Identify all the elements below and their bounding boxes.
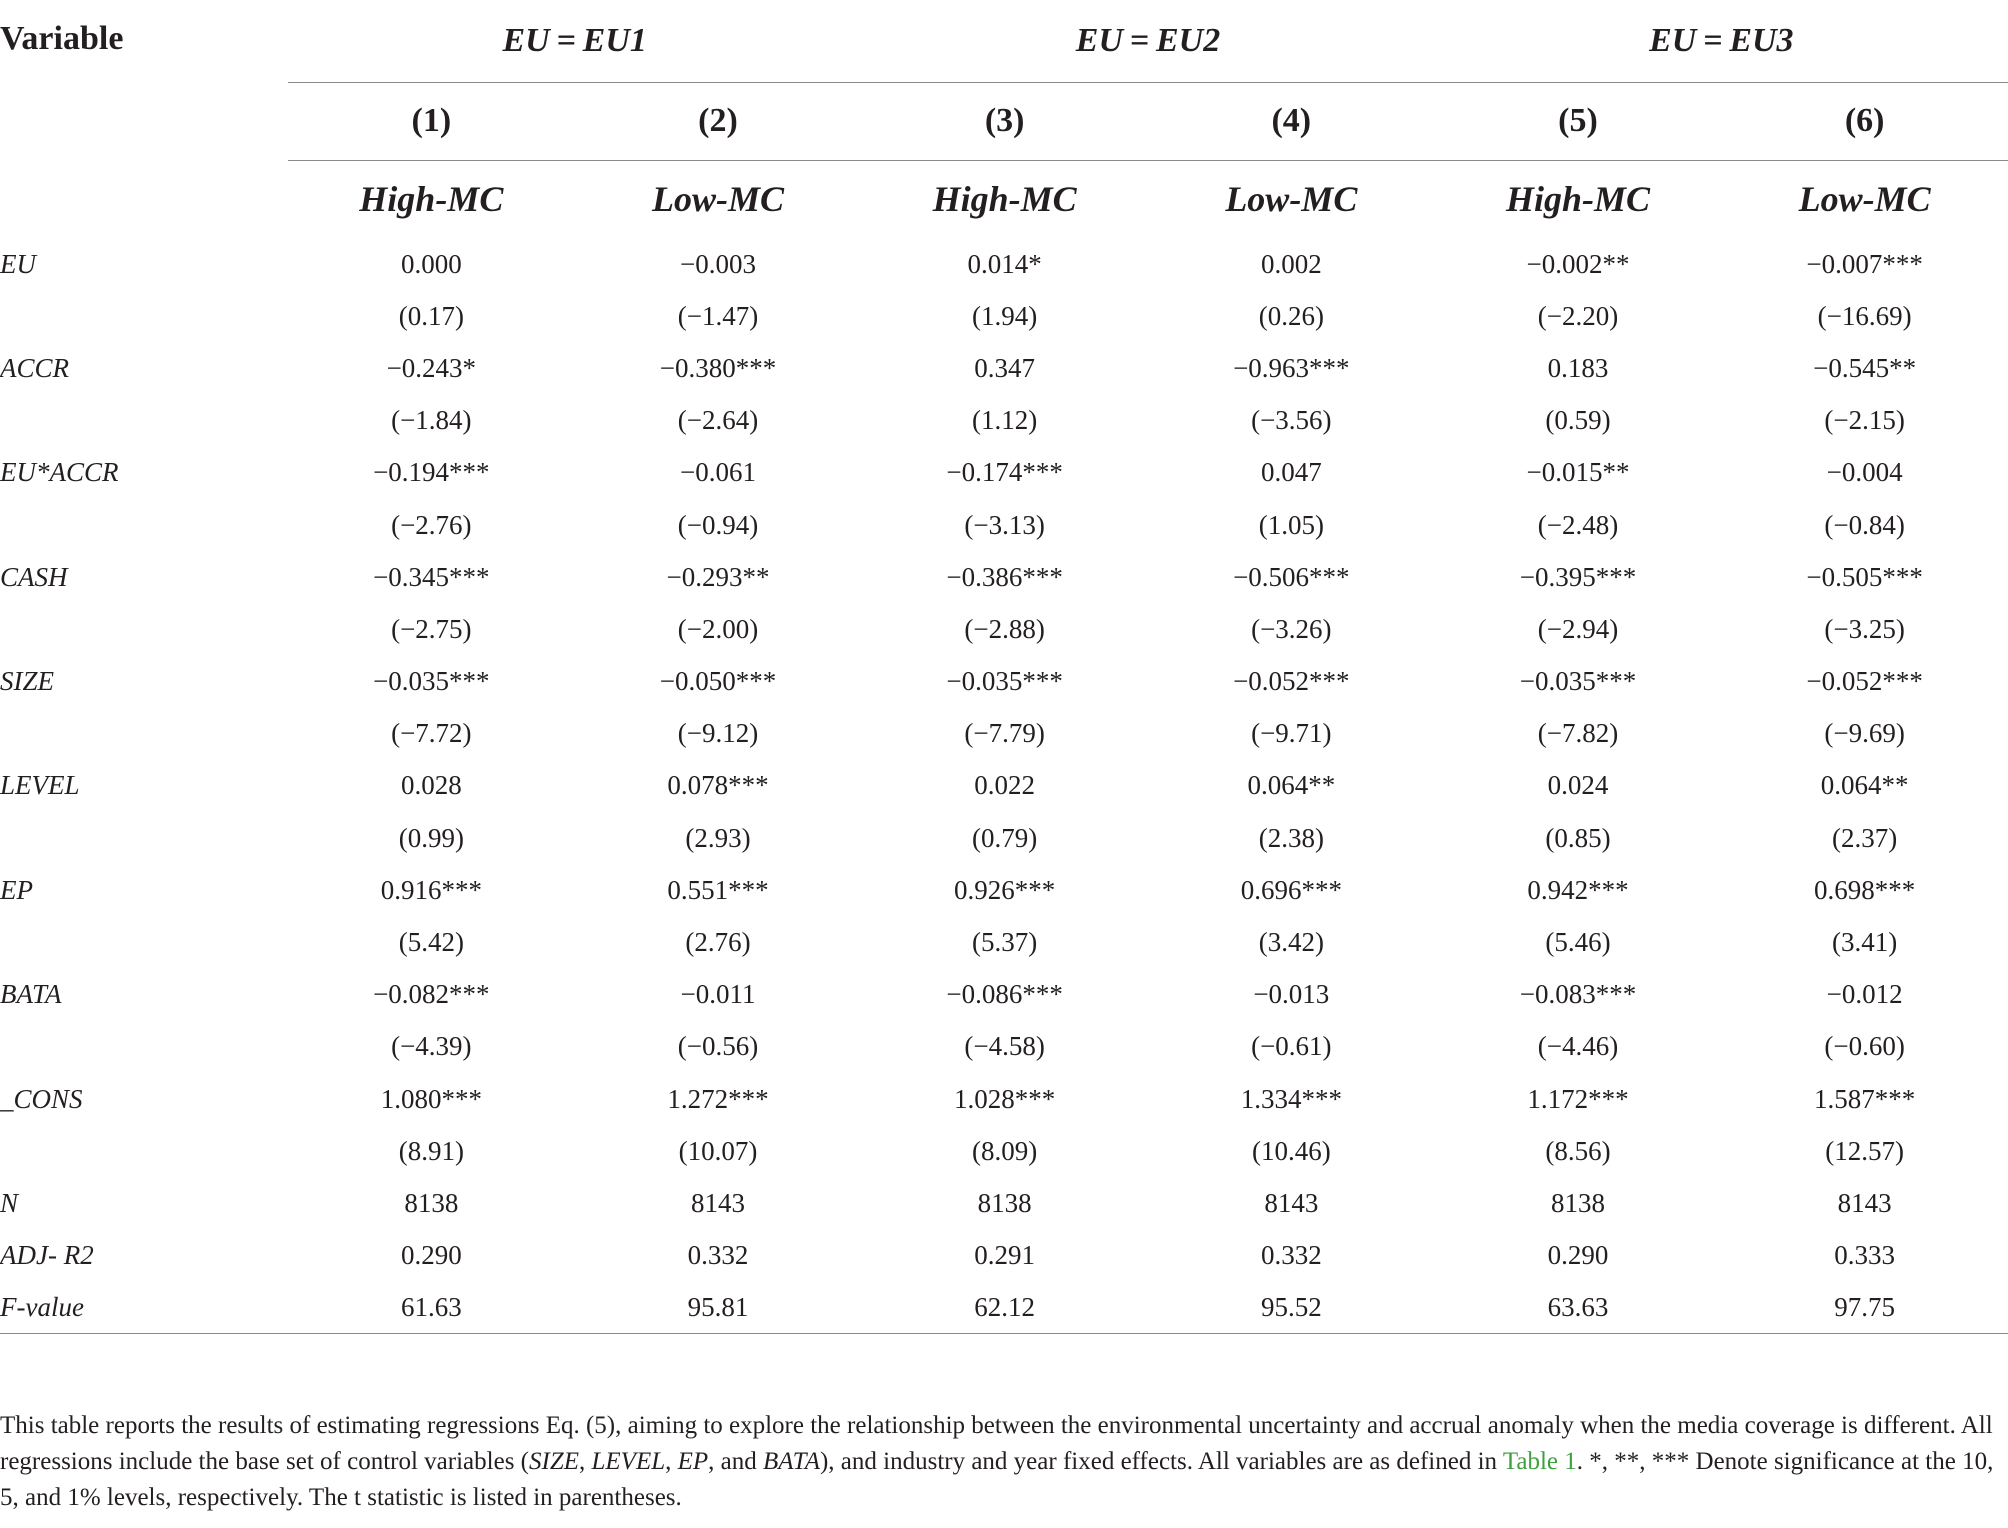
table-1-link[interactable]: Table 1 xyxy=(1502,1448,1577,1475)
table-cell: (1.94) xyxy=(972,300,1038,331)
row-variable-name: ACCR xyxy=(0,352,70,383)
table-cell: −0.082*** xyxy=(373,979,490,1010)
table-cell: (10.46) xyxy=(1251,1135,1331,1166)
table-cell: (−4.46) xyxy=(1537,1031,1619,1062)
table-body xyxy=(0,238,2008,1334)
table-cell: (0.26) xyxy=(1258,300,1324,331)
column-label-1: High-MC xyxy=(359,179,504,220)
footnote-var-size: SIZE xyxy=(529,1448,579,1475)
table-cell: (5.46) xyxy=(1545,927,1611,958)
table-row xyxy=(0,656,2008,708)
table-cell: −0.545** xyxy=(1813,352,1917,383)
table-row xyxy=(0,499,2008,551)
table-cell: (0.59) xyxy=(1545,405,1611,436)
table-row xyxy=(0,1125,2008,1177)
table-cell: (−0.84) xyxy=(1824,509,1905,540)
table-cell: −0.004 xyxy=(1826,457,1903,488)
table-cell: (5.37) xyxy=(972,927,1038,958)
table-row xyxy=(0,864,2008,916)
table-cell: (2.93) xyxy=(685,822,751,853)
table-cell: (−9.69) xyxy=(1824,718,1905,749)
table-cell: −0.345*** xyxy=(373,561,490,592)
column-number-4: (4) xyxy=(1148,82,1435,160)
table-cell: (0.99) xyxy=(398,822,464,853)
table-cell: 0.000 xyxy=(400,248,462,279)
table-cell: 0.028 xyxy=(400,770,462,801)
table-cell: (−2.15) xyxy=(1824,405,1905,436)
table-row xyxy=(0,551,2008,603)
column-label-3: High-MC xyxy=(932,179,1077,220)
table-cell: (8.09) xyxy=(972,1135,1038,1166)
table-cell: −0.052*** xyxy=(1233,666,1350,697)
table-cell: 8138 xyxy=(1550,1187,1605,1218)
table-cell: −0.002** xyxy=(1526,248,1630,279)
table-row xyxy=(0,916,2008,968)
table-cell: (−0.94) xyxy=(677,509,759,540)
table-cell: 61.63 xyxy=(288,1282,575,1334)
table-cell: 0.078*** xyxy=(667,770,769,801)
table-cell: 1.028*** xyxy=(954,1083,1056,1114)
footnote-sep: , xyxy=(665,1448,678,1475)
column-number-6: (6) xyxy=(1721,82,2008,160)
table-cell: 1.172*** xyxy=(1527,1083,1629,1114)
table-cell: (12.57) xyxy=(1825,1135,1905,1166)
table-cell: −0.011 xyxy=(680,979,756,1010)
group-header-eu2: EU = EU2 xyxy=(861,0,1434,82)
table-row xyxy=(0,1073,2008,1125)
table-cell: (−2.20) xyxy=(1537,300,1619,331)
table-cell: −0.061 xyxy=(680,457,756,488)
table-cell: 8143 xyxy=(1264,1187,1319,1218)
table-cell: 0.926*** xyxy=(954,874,1056,905)
table-cell: (−9.12) xyxy=(677,718,759,749)
table-cell: −0.243* xyxy=(386,352,477,383)
table-cell: (3.41) xyxy=(1832,927,1898,958)
table-row xyxy=(0,1282,2008,1334)
footnote-text: This table reports the results of estimating regressions Eq. (5), aiming to explore the relationship between the environmental uncertainty and accrual anomaly when the media coverage is different. All regressions include the base set of control variables ( xyxy=(0,1412,1993,1475)
table-row xyxy=(0,395,2008,447)
table-cell: (−1.84) xyxy=(391,405,472,436)
column-label-2: Low-MC xyxy=(651,179,784,220)
table-cell: −0.380*** xyxy=(659,352,777,383)
column-label-5: High-MC xyxy=(1505,179,1650,220)
row-variable-name xyxy=(0,499,288,551)
table-row xyxy=(0,1230,2008,1282)
table-cell: −0.086*** xyxy=(946,979,1063,1010)
row-variable-name xyxy=(0,708,288,760)
table-cell: (−2.94) xyxy=(1537,613,1619,644)
footnote-var-level: LEVEL xyxy=(591,1448,666,1475)
group-header-eu1: EU = EU1 xyxy=(288,0,861,82)
table-cell: (10.07) xyxy=(678,1135,758,1166)
table-cell: (−2.48) xyxy=(1537,509,1619,540)
row-variable-name xyxy=(0,603,288,655)
table-cell: −0.003 xyxy=(680,248,756,279)
footnote-text: . *, **, *** Denote significance at the 10, 5, and 1% levels, respectively. The t statistic is listed in parentheses. xyxy=(0,1448,1994,1511)
table-cell: 62.12 xyxy=(861,1282,1148,1334)
table-cell: (−2.76) xyxy=(391,509,472,540)
row-variable-name: N xyxy=(0,1187,19,1218)
row-variable-name: _CONS xyxy=(0,1083,83,1114)
row-variable-name: EU xyxy=(0,248,36,279)
table-cell: (−1.47) xyxy=(677,300,759,331)
column-label-6: Low-MC xyxy=(1798,179,1931,220)
table-cell: (−4.39) xyxy=(391,1031,472,1062)
row-variable-name: BATA xyxy=(0,979,62,1010)
table-cell: (1.12) xyxy=(972,405,1038,436)
row-variable-name xyxy=(0,812,288,864)
table-header xyxy=(0,0,2008,238)
table-cell: (−7.79) xyxy=(964,718,1045,749)
table-cell: (−2.00) xyxy=(677,613,759,644)
table-cell: 0.290 xyxy=(1547,1240,1609,1271)
table-cell: (−7.72) xyxy=(391,718,472,749)
row-variable-name: EU*ACCR xyxy=(0,457,119,488)
table-row xyxy=(0,1177,2008,1229)
table-cell: −0.293** xyxy=(666,561,770,592)
table-cell: 0.024 xyxy=(1547,770,1609,801)
table-row xyxy=(0,603,2008,655)
table-row xyxy=(0,760,2008,812)
table-cell: 8143 xyxy=(1837,1187,1892,1218)
table-cell: (8.56) xyxy=(1545,1135,1611,1166)
table-cell: −0.035*** xyxy=(1519,666,1637,697)
table-row xyxy=(0,969,2008,1021)
table-cell: (−0.56) xyxy=(677,1031,759,1062)
table-cell: −0.035*** xyxy=(946,666,1063,697)
table-cell: 0.696*** xyxy=(1240,874,1342,905)
table-cell: 0.332 xyxy=(687,1240,749,1271)
footnote-text: ), and industry and year fixed effects. All variables are as defined in xyxy=(819,1448,1503,1475)
table-row xyxy=(0,342,2008,394)
table-row xyxy=(0,1021,2008,1073)
table-cell: 0.698*** xyxy=(1814,874,1916,905)
row-variable-name: ADJ- R2 xyxy=(0,1240,94,1271)
table-cell: −0.015** xyxy=(1526,457,1630,488)
table-cell: −0.963*** xyxy=(1233,352,1350,383)
group-header-eu3: EU = EU3 xyxy=(1435,0,2008,82)
table-cell: 0.183 xyxy=(1547,352,1609,383)
table-cell: (−9.71) xyxy=(1251,718,1332,749)
footnote-sep: , and xyxy=(708,1448,764,1475)
row-variable-name xyxy=(0,1125,288,1177)
table-cell: (−2.75) xyxy=(391,613,472,644)
table-cell: −0.506*** xyxy=(1233,561,1350,592)
table-row xyxy=(0,812,2008,864)
column-label-4: Low-MC xyxy=(1225,179,1358,220)
table-cell: −0.007*** xyxy=(1806,248,1923,279)
column-number-1: (1) xyxy=(288,82,575,160)
table-cell: −0.083*** xyxy=(1519,979,1637,1010)
variable-column-header: Variable xyxy=(0,20,124,57)
table-cell: (−3.26) xyxy=(1251,613,1332,644)
table-cell: 0.064** xyxy=(1247,770,1336,801)
table-cell: −0.012 xyxy=(1826,979,1903,1010)
table-cell: −0.013 xyxy=(1253,979,1330,1010)
table-cell: 1.272*** xyxy=(667,1083,769,1114)
row-variable-name: CASH xyxy=(0,561,68,592)
table-cell: −0.174*** xyxy=(946,457,1063,488)
table-footnote xyxy=(0,1408,2005,1516)
row-variable-name: SIZE xyxy=(0,666,54,697)
row-variable-name xyxy=(0,395,288,447)
table-cell: (−7.82) xyxy=(1537,718,1619,749)
table-cell: (−0.60) xyxy=(1824,1031,1905,1062)
table-cell: 0.916*** xyxy=(380,874,482,905)
table-cell: 0.064** xyxy=(1820,770,1909,801)
table-cell: (0.17) xyxy=(398,300,464,331)
table-cell: (−3.56) xyxy=(1251,405,1332,436)
table-cell: (−3.13) xyxy=(964,509,1045,540)
table-cell: 0.347 xyxy=(974,352,1036,383)
table-row xyxy=(0,447,2008,499)
table-cell: (−0.61) xyxy=(1251,1031,1332,1062)
table-cell: (−16.69) xyxy=(1817,300,1912,331)
table-cell: 1.080*** xyxy=(380,1083,482,1114)
table-cell: 1.587*** xyxy=(1814,1083,1916,1114)
table-cell: (0.85) xyxy=(1545,822,1611,853)
table-cell: −0.395*** xyxy=(1519,561,1637,592)
table-cell: 0.291 xyxy=(974,1240,1036,1271)
table-cell: −0.194*** xyxy=(373,457,490,488)
row-variable-name xyxy=(0,1021,288,1073)
row-variable-name xyxy=(0,290,288,342)
table-cell: 95.81 xyxy=(575,1282,862,1334)
table-cell: −0.052*** xyxy=(1806,666,1923,697)
table-cell: 8138 xyxy=(977,1187,1032,1218)
table-cell: (2.38) xyxy=(1258,822,1324,853)
table-cell: (−4.58) xyxy=(964,1031,1045,1062)
table-cell: (−2.88) xyxy=(964,613,1045,644)
table-cell: 8138 xyxy=(404,1187,459,1218)
table-cell: 0.047 xyxy=(1260,457,1322,488)
table-cell: 0.942*** xyxy=(1527,874,1629,905)
table-cell: 0.333 xyxy=(1834,1240,1896,1271)
table-cell: (2.76) xyxy=(685,927,751,958)
row-variable-name: F-value xyxy=(0,1282,288,1334)
table-cell: −0.050*** xyxy=(659,666,777,697)
table-cell: 0.290 xyxy=(400,1240,462,1271)
table-cell: (−3.25) xyxy=(1824,613,1905,644)
table-cell: (−2.64) xyxy=(677,405,759,436)
table-cell: −0.505*** xyxy=(1806,561,1923,592)
row-variable-name: LEVEL xyxy=(0,770,80,801)
table-cell: 8143 xyxy=(690,1187,745,1218)
table-cell: 95.52 xyxy=(1148,1282,1435,1334)
table-cell: 0.332 xyxy=(1260,1240,1322,1271)
table-cell: 63.63 xyxy=(1435,1282,1722,1334)
table-cell: (2.37) xyxy=(1832,822,1898,853)
table-cell: 97.75 xyxy=(1721,1282,2008,1334)
table-cell: 0.551*** xyxy=(667,874,769,905)
row-variable-name xyxy=(0,916,288,968)
row-variable-name: EP xyxy=(0,874,33,905)
table-row xyxy=(0,708,2008,760)
table-row xyxy=(0,290,2008,342)
table-cell: (0.79) xyxy=(972,822,1038,853)
table-row xyxy=(0,238,2008,290)
table-cell: 0.022 xyxy=(974,770,1036,801)
column-number-2: (2) xyxy=(575,82,862,160)
table-cell: −0.386*** xyxy=(946,561,1063,592)
column-number-3: (3) xyxy=(861,82,1148,160)
table-cell: (5.42) xyxy=(398,927,464,958)
table-cell: (3.42) xyxy=(1258,927,1324,958)
table-cell: 0.002 xyxy=(1260,248,1322,279)
column-number-5: (5) xyxy=(1435,82,1722,160)
footnote-var-ep: EP xyxy=(677,1448,709,1475)
footnote-sep: , xyxy=(579,1448,592,1475)
table-cell: (8.91) xyxy=(398,1135,464,1166)
footnote-var-bata: BATA xyxy=(763,1448,820,1475)
table-cell: 0.014* xyxy=(967,248,1042,279)
table-cell: −0.035*** xyxy=(373,666,490,697)
table-cell: 1.334*** xyxy=(1240,1083,1342,1114)
table-cell: (1.05) xyxy=(1258,509,1324,540)
